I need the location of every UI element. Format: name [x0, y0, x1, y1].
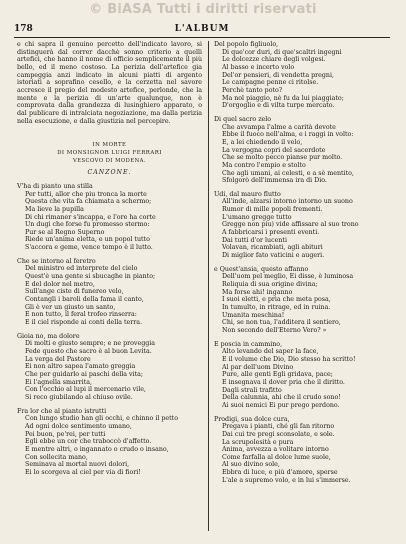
verse-line: Non secondo dell'Eterno Vero? » [222, 326, 327, 334]
verse-line: Di que'cor duri, di que'scaltri ingegni [222, 48, 342, 56]
verse-line: Pei buon, pe'rei, per tutti [25, 430, 106, 438]
verse-line: E non tutto, il feral trofeo rinserra: [25, 311, 137, 319]
verse-line: Pregava i pianti, ché gli fan ritorno [222, 423, 335, 431]
verse-line: E del dolor nel metro, [25, 280, 95, 288]
verse-line: Un dugi che forse fu promesso stermo: [25, 221, 150, 229]
verse-line: S'accora e geme, vence tempo è il lutto. [25, 244, 153, 252]
verse-line: La verga del Pastore [25, 355, 91, 363]
verse-line: L'umano gregge tutto [222, 213, 292, 221]
verse-line: Rumor di mille popoli frementi. [222, 206, 323, 214]
verse-line: Ma nol piaggio, nè fu da lui piaggiato; [222, 94, 344, 102]
running-title: L'ALBUM [174, 24, 230, 34]
stanza [17, 258, 202, 327]
verse-line: E mentre altri, o ingannato o crudo o insano, [25, 445, 169, 453]
stanza [214, 266, 394, 335]
verse-line: V'ha di pianto una stilla [17, 182, 93, 190]
verse-line: Che se molto pecco pianse pur molto. [222, 154, 343, 162]
verse-line: Di miglior fato vaticini e augeri. [222, 252, 325, 260]
verse-line: Pure, alle genti Egli gridava, pace; [222, 371, 333, 379]
page-header [14, 24, 390, 36]
verse-line: Ma forse ahi! inganno [222, 288, 293, 296]
verse-line: Contangli i baroli della fama il canto, [25, 296, 144, 304]
verse-line: Sfolgorò dell'immensa ira di Dio. [222, 177, 327, 185]
verse-line: Di chi rimaner s'incappa, e l'ore ha corte [25, 213, 156, 221]
verse-line: La vergogna copri del sacerdote [222, 146, 326, 154]
verse-line: Udi, dal mauro flutto [214, 190, 281, 198]
verse-line: e Quest'ansia, questo affanno [214, 265, 309, 273]
verse-line: Umanita meschina! [222, 311, 285, 319]
verse-line: A fabbricarsi i presenti eventi. [222, 229, 320, 237]
verse-line: Di molti e giusto sempre; e ne proveggia [25, 340, 156, 348]
verse-line: In tumulto, in ritrage, ed in ruina. [222, 304, 331, 311]
stanza [214, 41, 394, 110]
left-column [17, 41, 202, 483]
verse-line: Del ministro ed interprete del cielo [25, 265, 138, 273]
right-column [214, 41, 394, 490]
verse-line: Si reco giubilando al chiuso ovile. [25, 393, 133, 401]
verse-line: Che agli umani, ai celesti, e a sè mentito, [222, 169, 354, 177]
verse-line: E poscia in cammino, [214, 340, 283, 348]
verse-line: Reliquia di sua origine divina; [222, 281, 318, 289]
verse-line: Con l'occhio al lupi il mercenario vile, [25, 386, 146, 394]
verse-line: Quest'è una gente si sbucaghe in pianto; [25, 273, 156, 281]
verse-line: Dai tutti d'or lucenti [222, 236, 287, 244]
verse-line: E il volume che Dio, Dio stesso ha scritto! [222, 355, 356, 363]
stanza [214, 416, 394, 485]
verse-line: Alto levando del saper la face, [222, 348, 319, 356]
verse-line: Gioia no, ma dolore [17, 332, 80, 340]
page-number: 178 [14, 24, 33, 34]
verse-line: Ma lieve la pupilla [25, 205, 84, 213]
verse-line: Le dolcezze chiare degli volgesi. [222, 56, 326, 64]
verse-line: E insegnava il dover pria che il diritto. [222, 378, 345, 386]
stanza [214, 116, 394, 185]
canzone-heading: CANZONE. [87, 169, 132, 177]
stanza [214, 191, 394, 260]
verse-line: Prodigi, sua dolce cura, [214, 415, 290, 423]
verse-line: Al par dell'uom Divino [222, 363, 294, 371]
verse-line: Egli ebbe un cor che traboccò d'affetto. [25, 438, 152, 446]
verse-line: Di quel sacro zelo [214, 115, 272, 123]
verse-line: Come farfalla al dolce lume suole, [222, 453, 331, 461]
header-rule [14, 37, 390, 38]
verse-line: Ei lo scorgeva al ciel per via di fiori! [25, 468, 141, 476]
verse-line: Ai suoi nemici Ei pur prego perdono. [222, 401, 340, 409]
verse-line: Fede questo che sacro è al buon Levita. [25, 348, 152, 355]
verse-line: E, a lei chiedendo il velo, [222, 138, 303, 146]
verse-line: Volavan, ricambiati, agli abituri [222, 244, 323, 252]
verse-line: Che avvampa l'alme a carità devote [222, 123, 336, 131]
verse-line: Ad ogni dolce sentimento umano, [25, 422, 132, 430]
verse-line: Al basso e incerto volo [222, 63, 295, 71]
verse-line: Dell'uom pel meglio, Ei disse, è luminosa [222, 273, 354, 281]
verse-line: Riede un'anima eletta, e un popol tutto [25, 236, 150, 244]
verse-line: Per tutti, allor che piu tronca la morte [25, 190, 147, 198]
prose-paragraph: e chi sapra il genuino percetto dell'indicato lavoro, si distinguerà dal correr dacchè sonno criterio a quelli artefici, che hanno il nome di officio semplicemente il più bello, ed il meno costoso. La perizia dell'artefice gia campeggia anzi indicato in alcuni piatti di argento istoriati a soprafino cesello, e la cerzetta nel savore accresce il pregio del modesto artefice, perlonde, che la mente e la perizia di un'arte qualunque, non è comprovata dalla grandezza di lusinghiero apparato, o dal publicare di intralciata negoziazione, ma dalla perizia nella esecuzione, e dalla giustizia nel percepire. [17, 41, 202, 125]
verse-line: Del'or pensieri, di vendetta pregni, [222, 71, 334, 79]
verse-line: Ebbra di luce, e più d'amore, sperse [222, 469, 338, 477]
dedication-line: DI MONSIGNOR LUIGI FERRARI [57, 150, 162, 157]
verse-line: Con lungo studio han gli occhi, e chinno il petto [25, 415, 178, 423]
verse-line: L'ale a supremo volo, e in lui s'immerse. [222, 476, 351, 484]
watermark: © BiASA Tutti i diritti riservati [89, 2, 317, 17]
verse-line: Con sollecita mano, [25, 453, 88, 461]
verse-line: Che per guidarlo ai paschi della vita; [25, 370, 143, 378]
verse-line: Questa che vita fa chiamata a schermo; [25, 198, 152, 206]
verse-line: Anima, avvezza a volitare intorno [222, 446, 329, 454]
verse-line: Ma contro l'empio e stolto [222, 161, 306, 169]
verse-line: Ei l'agnella smarrita, [25, 378, 92, 386]
verse-line: Dai cui tre pregi sconsolate, e sole. [222, 430, 335, 438]
column-divider [208, 41, 209, 531]
verse-line: La scrupolesità e pura [222, 438, 294, 446]
verse-line: Gli è ver un giusto un santo, [25, 303, 116, 311]
verse-line: Sull'ange ciste di funereo velo, [25, 288, 124, 296]
verse-line: Della calunnia, ahi che il crudo sono! [222, 394, 341, 402]
verse-line: Perchè tanto poto? [222, 86, 283, 94]
verse-line: Del popolo figliuolo, [214, 41, 279, 48]
verse-line: Seminava al mortal nuovi dolori, [25, 461, 130, 469]
verse-line: Ebbe il fuoco nell'alma, e i raggi in volto: [222, 131, 354, 139]
verse-line: Pur se al Regno Superno [25, 228, 105, 236]
verse-line: Chi, se non tua, l'additera il sentiero, [222, 319, 341, 327]
verse-line: Gregge non piu) vide affissare al suo trono [222, 221, 359, 229]
stanza [214, 341, 394, 410]
verse-line: All'inde, alzarsi intorno intorno un suono [222, 198, 353, 206]
verse-line: Che se intorno al feretro [17, 257, 96, 265]
verse-line: Al suo divino sole, [222, 461, 280, 469]
stanza [17, 183, 202, 252]
right-stanzas [214, 41, 394, 484]
verse-line: Le campagne penne ci ritolse. [222, 79, 319, 87]
stanza [17, 408, 202, 477]
dedication-line: IN MORTE [92, 142, 127, 149]
stanza [17, 333, 202, 402]
verse-line: Ei non altro sapea l'amato greggia [25, 363, 136, 371]
dedication-title [17, 141, 202, 165]
left-stanzas [17, 183, 202, 477]
verse-line: D'orgoglio e di vilta turpe mercato. [222, 102, 335, 110]
dedication-line: VESCOVO DI MODENA. [72, 158, 147, 165]
verse-line: E il ciel risponde ai conti della terra. [25, 319, 143, 327]
verse-line: Dagli strali trafitto [222, 386, 282, 394]
verse-line: Fra lor che al pianto istrutti [17, 407, 107, 415]
verse-line: I suoi eletti, e pria che meta posa, [222, 296, 331, 304]
